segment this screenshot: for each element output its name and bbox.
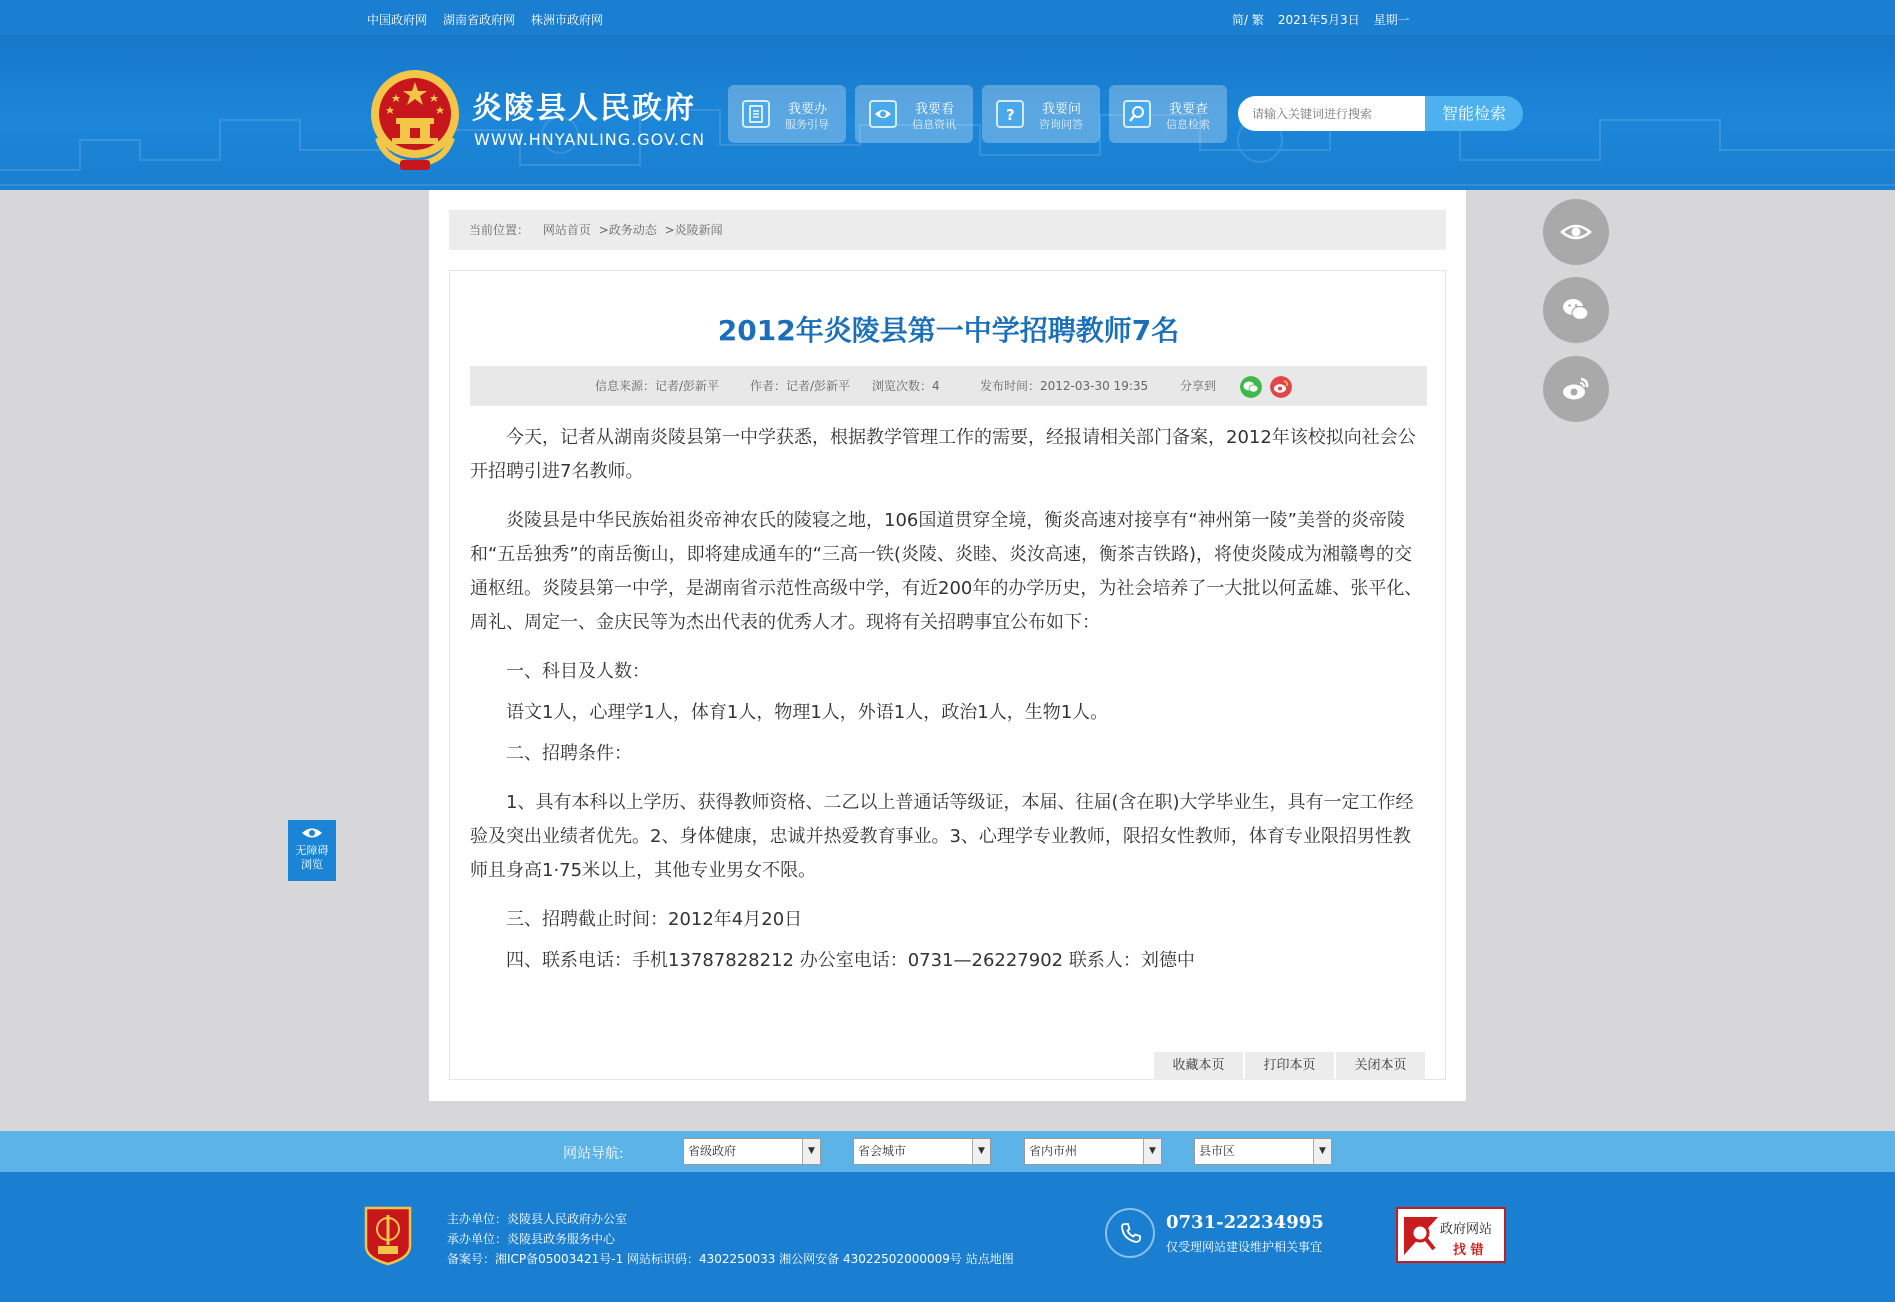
weibo-share-icon[interactable] <box>1270 376 1292 398</box>
bookmark-button[interactable]: 收藏本页 <box>1154 1052 1243 1080</box>
accessibility-label-2: 浏览 <box>301 858 323 871</box>
paragraph: 二、招聘条件： <box>506 743 632 764</box>
party-gov-badge-icon[interactable] <box>363 1204 413 1266</box>
quick-button-label: 我要查 <box>1169 102 1209 117</box>
weekday-text: 星期一 <box>1373 13 1410 27</box>
select-value: 县市区 <box>1199 1144 1236 1158</box>
breadcrumb-prefix: 当前位置： <box>469 223 530 237</box>
breadcrumb <box>449 210 1446 250</box>
quick-button-label: 我要办 <box>788 102 828 117</box>
article-body <box>470 421 1427 993</box>
float-wechat-button[interactable] <box>1543 277 1609 343</box>
quick-button-sublabel: 信息资讯 <box>912 118 956 131</box>
wechat-icon <box>1560 294 1592 326</box>
footer-organizer: 承办单位：炎陵县政务服务中心 <box>447 1232 616 1246</box>
footer-host: 主办单位：炎陵县人民政府办公室 <box>447 1212 628 1226</box>
chevron-down-icon: ▼ <box>1143 1139 1161 1164</box>
quick-button-services[interactable] <box>728 85 846 143</box>
paragraph: 1、具有本科以上学历、获得教师资格、二乙以上普通话等级证，本届、往届(含在职)大学毕业生，具有一定工作经验及突出业绩者优先。2、身体健康，忠诚并热爱教育事业。3、心理学专业教师，限招女性教师，体育专业限招男性教师且身高1·75米以上，其他专业男女不限。 <box>470 792 1414 881</box>
national-emblem-icon <box>366 68 464 172</box>
paragraph: 四、联系电话：手机13787828212 办公室电话：0731—26227902 联系人：刘德中 <box>506 950 1195 971</box>
gov-links <box>367 11 603 28</box>
select-value: 省会城市 <box>858 1144 907 1158</box>
link-hunan-gov[interactable]: 湖南省政府网 <box>443 13 516 27</box>
quick-button-ask[interactable] <box>982 85 1100 143</box>
topbar-right <box>1232 11 1410 28</box>
breadcrumb-gov-news[interactable]: >政务动态 <box>598 223 657 237</box>
footer-info <box>447 1209 1014 1269</box>
lang-switch[interactable]: 简/ 繁 <box>1232 13 1264 27</box>
paragraph: 一、科目及人数： <box>506 661 650 682</box>
site-footer <box>0 1172 1895 1302</box>
svg-text:?: ? <box>1006 106 1015 123</box>
search-input[interactable] <box>1238 96 1425 131</box>
site-nav-strip <box>0 1131 1895 1172</box>
meta-author: 作者：记者/彭新平 <box>750 379 851 393</box>
quick-button-sublabel: 咨询问答 <box>1039 118 1083 131</box>
select-value: 省级政府 <box>688 1144 737 1158</box>
quick-button-label: 我要问 <box>1042 102 1082 117</box>
meta-views: 浏览次数：4 <box>872 379 940 393</box>
question-icon <box>996 100 1024 128</box>
search-button[interactable]: 智能检索 <box>1425 96 1523 131</box>
footer-phone-note: 仅受理网站建设维护相关事宜 <box>1166 1240 1323 1254</box>
eye-icon <box>869 100 897 128</box>
quick-button-sublabel: 服务引导 <box>785 118 829 131</box>
site-nav-label: 网站导航: <box>563 1146 624 1162</box>
quick-button-info[interactable] <box>855 85 973 143</box>
quick-button-label: 我要看 <box>915 102 955 117</box>
paragraph: 语文1人，心理学1人，体育1人，物理1人，外语1人，政治1人，生物1人。 <box>506 702 1109 723</box>
eye-icon <box>301 826 323 840</box>
chevron-down-icon: ▼ <box>802 1139 820 1164</box>
meta-share-label: 分享到 <box>1180 379 1217 393</box>
footer-record: 备案号：湘ICP备05003421号-1 网站标识码：4302250033 湘公网安备 43022502000009号 站点地图 <box>447 1252 1014 1266</box>
site-domain: WWW.HNYANLING.GOV.CN <box>474 130 706 149</box>
search-icon <box>1123 100 1151 128</box>
magnifier-icon <box>1404 1217 1438 1255</box>
top-bar <box>0 0 1895 35</box>
breadcrumb-home[interactable]: 网站首页 <box>542 223 591 237</box>
paragraph: 炎陵县是中华民族始祖炎帝神农氏的陵寝之地，106国道贯穿全境，衡炎高速对接享有“神州第一陵”美誉的炎帝陵和“五岳独秀”的南岳衡山，即将建成通车的“三高一铁(炎陵、炎睦、炎汝高速，衡茶吉铁路)，将使炎陵成为湘赣粤的交通枢纽。炎陵县第一中学，是湖南省示范性高级中学，有近200年的办学历史，为社会培养了一大批以何孟雄、张平化、周礼、周定一、金庆民等为杰出代表的优秀人才。现将有关招聘事宜公布如下： <box>470 510 1423 633</box>
article-title: 2012年炎陵县第一中学招聘教师7名 <box>717 314 1180 347</box>
find-error-sublabel: 找 错 <box>1453 1243 1484 1258</box>
content-panel <box>429 190 1466 1101</box>
link-zhuzhou-gov[interactable]: 株洲市政府网 <box>531 13 604 27</box>
paragraph: 今天，记者从湖南炎陵县第一中学获悉，根据教学管理工作的需要，经报请相关部门备案，2012年该校拟向社会公开招聘引进7名教师。 <box>470 427 1416 482</box>
document-icon <box>742 100 770 128</box>
article-meta <box>470 366 1427 406</box>
select-capital-cities[interactable] <box>853 1138 991 1165</box>
site-header <box>0 35 1895 190</box>
select-value: 省内市州 <box>1029 1144 1078 1158</box>
chevron-down-icon: ▼ <box>972 1139 990 1164</box>
select-provincial-gov[interactable] <box>683 1138 821 1165</box>
print-button[interactable]: 打印本页 <box>1245 1052 1334 1080</box>
eye-icon <box>1560 216 1592 248</box>
footer-phone: 0731-22234995 <box>1166 1212 1324 1233</box>
meta-published: 发布时间：2012-03-30 19:35 <box>980 379 1149 393</box>
wechat-share-icon[interactable] <box>1240 376 1262 398</box>
weibo-icon <box>1560 373 1592 405</box>
article-tools <box>1154 1052 1425 1080</box>
link-china-gov[interactable]: 中国政府网 <box>367 13 428 27</box>
accessibility-button[interactable] <box>288 820 336 881</box>
site-name: 炎陵县人民政府 <box>472 91 696 126</box>
article <box>449 270 1446 1080</box>
phone-icon <box>1105 1208 1155 1258</box>
chevron-down-icon: ▼ <box>1313 1139 1331 1164</box>
select-prefectures[interactable] <box>1024 1138 1162 1165</box>
quick-button-search[interactable] <box>1109 85 1227 143</box>
accessibility-label-1: 无障碍 <box>295 844 329 857</box>
meta-source: 信息来源：记者/彭新平 <box>595 379 720 393</box>
quick-button-sublabel: 信息检索 <box>1166 118 1210 131</box>
close-page-button[interactable]: 关闭本页 <box>1336 1052 1425 1080</box>
paragraph: 三、招聘截止时间：2012年4月20日 <box>506 909 803 930</box>
float-eye-button[interactable] <box>1543 199 1609 265</box>
find-error-button[interactable] <box>1396 1207 1506 1263</box>
breadcrumb-local-news[interactable]: >炎陵新闻 <box>664 223 723 237</box>
select-counties[interactable] <box>1194 1138 1332 1165</box>
find-error-label: 政府网站 <box>1440 1222 1493 1237</box>
float-weibo-button[interactable] <box>1543 356 1609 422</box>
date-text: 2021年5月3日 <box>1277 13 1360 27</box>
